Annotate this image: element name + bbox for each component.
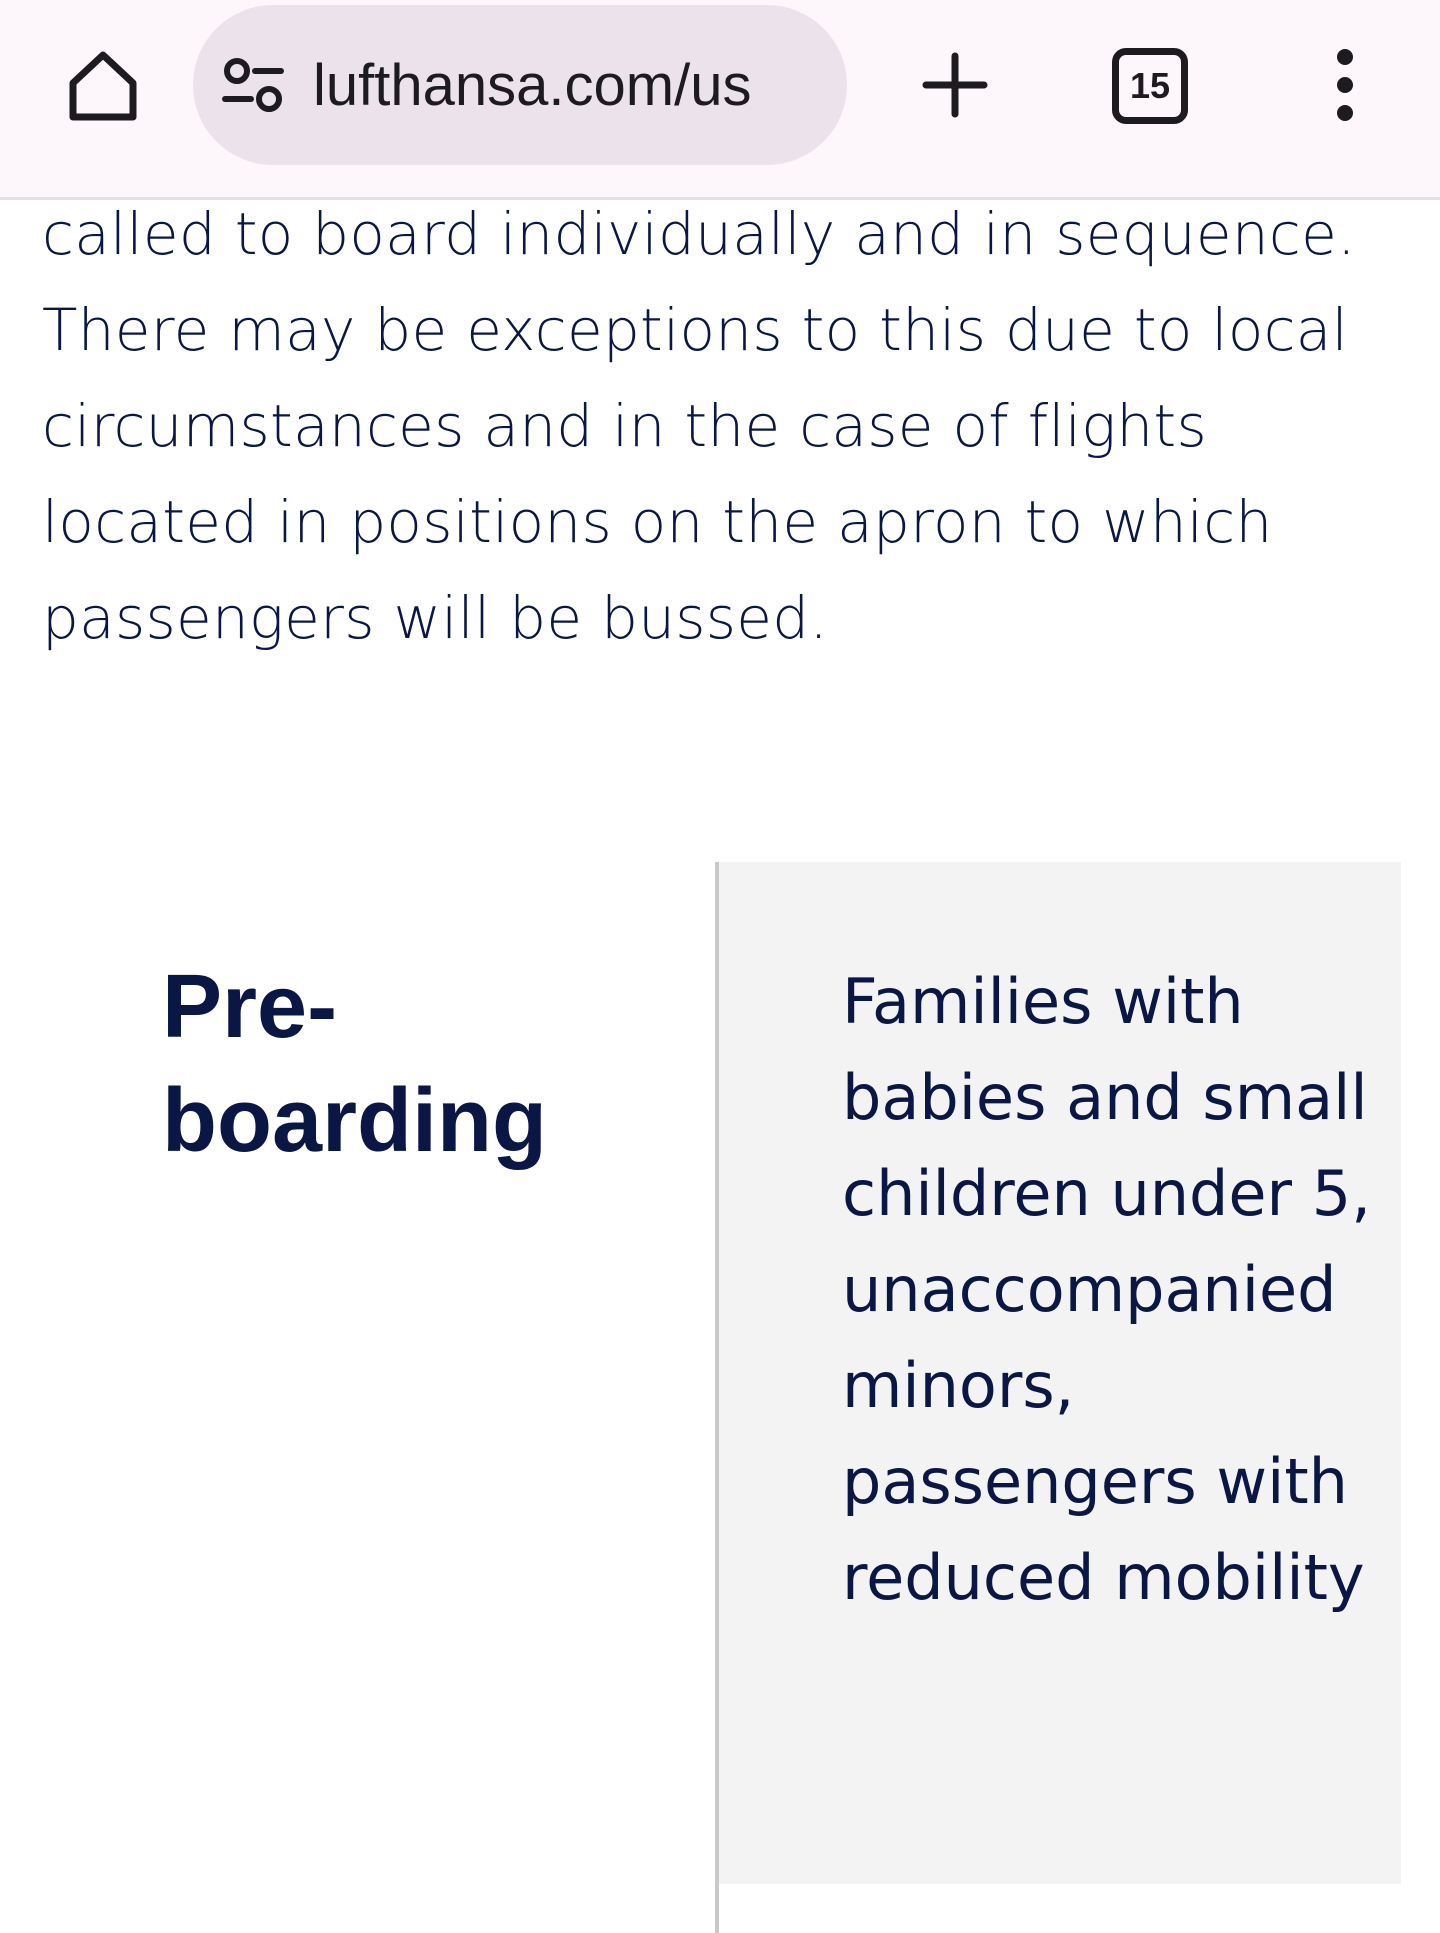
tab-switcher-button[interactable]	[1112, 48, 1188, 124]
more-vert-icon	[1330, 45, 1360, 125]
browser-toolbar	[0, 0, 1440, 200]
site-settings-icon[interactable]	[219, 53, 287, 117]
home-icon	[63, 45, 143, 125]
group-name-cell	[0, 862, 716, 1933]
address-bar[interactable]	[193, 5, 847, 165]
boarding-groups-table	[0, 862, 1440, 1933]
url-text[interactable]: lufthansa.com/us	[313, 52, 752, 118]
new-tab-button[interactable]	[910, 40, 1000, 130]
group-title-preboarding: Pre-boarding	[162, 957, 547, 1171]
group-description-preboarding: Families with babies and small children under 5, unaccompanied minors, passengers with reduced mobility	[842, 965, 1371, 1614]
plus-icon	[920, 50, 990, 120]
group-description-cell	[719, 862, 1401, 1884]
tab-count: 15	[1129, 65, 1171, 106]
home-button[interactable]	[48, 45, 158, 125]
browser-menu-button[interactable]	[1310, 40, 1380, 130]
boarding-info-paragraph: called to board individually and in sequence. There may be exceptions to this due to local circumstances and in the case of flights located in positions on the apron to which passengers will be bussed.	[42, 200, 1356, 652]
